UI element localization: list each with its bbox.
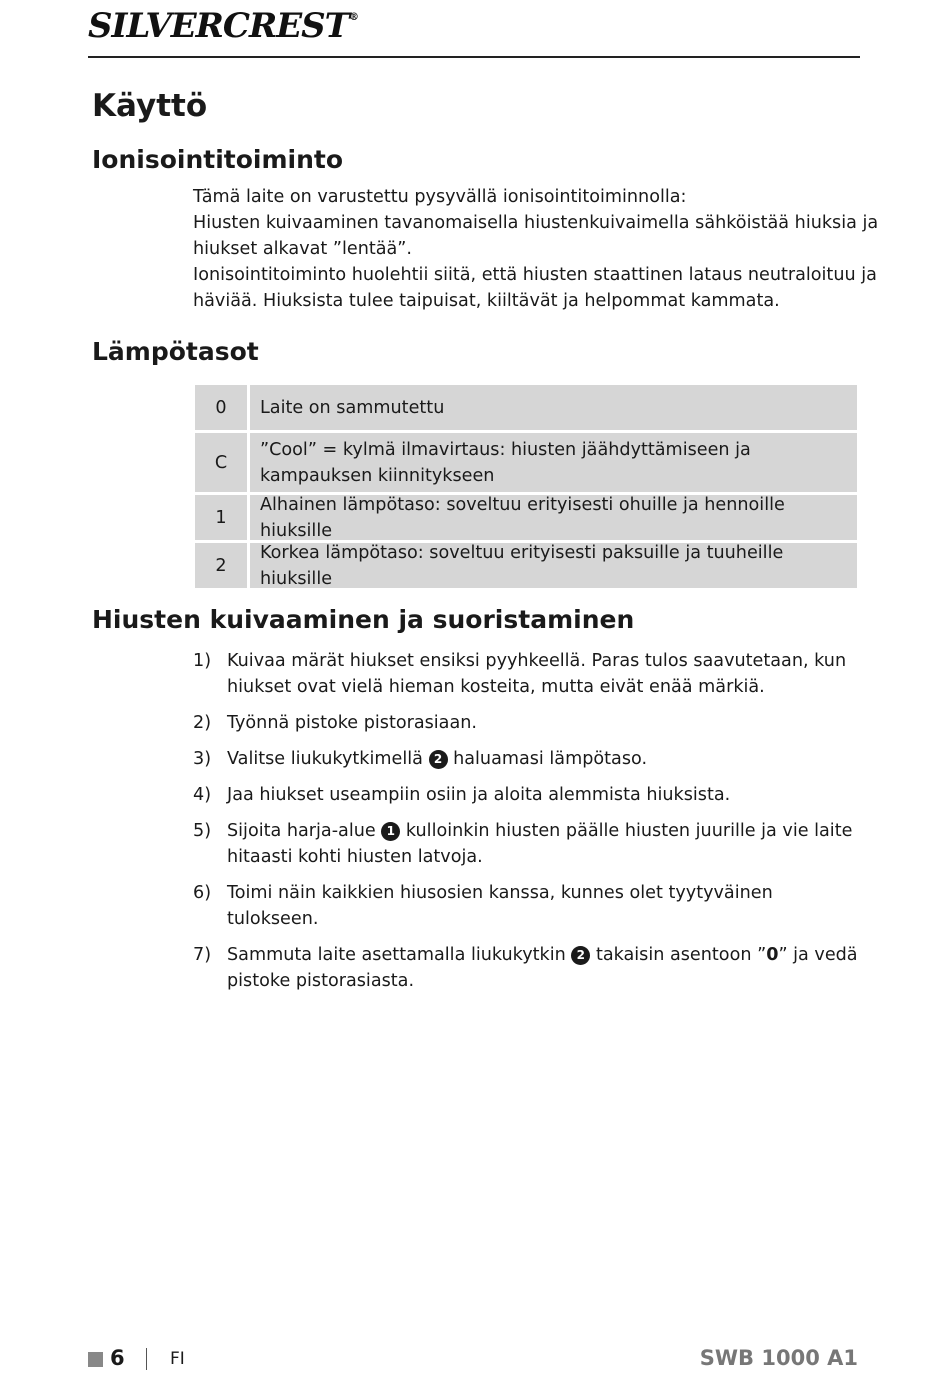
- step-number: 5): [193, 821, 212, 841]
- footer-divider: [146, 1348, 147, 1370]
- page-number: 6: [110, 1346, 125, 1370]
- step-text: Sijoita harja-alue 1 kulloinkin hiusten päälle hiusten juurille ja vie laite hitaasti kohti hiusten latvoja.: [227, 821, 853, 867]
- level-key: 2: [195, 543, 247, 588]
- footer-square-icon: [88, 1352, 103, 1367]
- table-row: [195, 495, 857, 540]
- drying-steps: [193, 648, 863, 1004]
- table-row: [195, 385, 857, 430]
- step-text: Jaa hiukset useampiin osiin ja aloita alemmista hiuksista.: [227, 785, 731, 805]
- level-description: Laite on sammutettu: [250, 385, 857, 430]
- table-row: [195, 433, 857, 492]
- ionization-line: Tämä laite on varustettu pysyvällä ionisointitoiminnolla:: [193, 187, 687, 207]
- step-text: Toimi näin kaikkien hiusosien kanssa, kunnes olet tyytyväinen tulokseen.: [227, 883, 773, 929]
- level-description: Korkea lämpötaso: soveltuu erityisesti paksuille ja tuuheille hiuksille: [250, 543, 857, 588]
- language-code: FI: [170, 1349, 185, 1369]
- header-rule: [88, 56, 860, 58]
- list-item: [193, 942, 863, 994]
- step-text: Valitse liukukytkimellä 2 haluamasi lämpötaso.: [227, 749, 648, 769]
- list-item: [193, 782, 863, 808]
- temperature-heading: Lämpötasot: [92, 337, 259, 366]
- section-title: Käyttö: [92, 88, 208, 124]
- brush-area-ref-icon: 1: [381, 822, 400, 841]
- ionization-line: häviää. Hiuksista tulee taipuisat, kiiltävät ja helpommat kammata.: [193, 291, 780, 311]
- step-number: 1): [193, 651, 212, 671]
- level-key: C: [195, 433, 247, 492]
- step-text: Työnnä pistoke pistorasiaan.: [227, 713, 477, 733]
- ionization-line: Hiusten kuivaaminen tavanomaisella hiustenkuivaimella sähköistää hiuksia ja: [193, 213, 879, 233]
- ionization-line: hiukset alkavat ”lentää”.: [193, 239, 413, 259]
- step-number: 2): [193, 713, 212, 733]
- ionization-line: Ionisointitoiminto huolehtii siitä, että hiusten staattinen lataus neutraloituu ja: [193, 265, 877, 285]
- model-number: SWB 1000 A1: [699, 1346, 858, 1370]
- slide-switch-ref-icon: 2: [571, 946, 590, 965]
- table-row: [195, 543, 857, 588]
- level-key: 1: [195, 495, 247, 540]
- step-text: Kuivaa märät hiukset ensiksi pyyhkeellä. Paras tulos saavutetaan, kun hiukset ovat vielä hieman kosteita, mutta eivät enää märkiä.: [227, 651, 847, 697]
- slide-switch-ref-icon: 2: [429, 750, 448, 769]
- level-description: ”Cool” = kylmä ilmavirtaus: hiusten jäähdyttämiseen ja kampauksen kiinnitykseen: [250, 433, 857, 492]
- step-number: 3): [193, 749, 212, 769]
- list-item: [193, 648, 863, 700]
- ionization-paragraph: [193, 184, 879, 314]
- brand-logo: SILVERCREST®: [88, 6, 358, 46]
- level-description: Alhainen lämpötaso: soveltuu erityisesti ohuille ja hennoille hiuksille: [250, 495, 857, 540]
- step-number: 7): [193, 945, 212, 965]
- temperature-table: [195, 385, 857, 591]
- list-item: [193, 710, 863, 736]
- list-item: [193, 880, 863, 932]
- step-number: 4): [193, 785, 212, 805]
- level-key: 0: [195, 385, 247, 430]
- list-item: [193, 746, 863, 772]
- ionization-heading: Ionisointitoiminto: [92, 145, 344, 174]
- page-footer: [88, 1346, 860, 1374]
- list-item: [193, 818, 863, 870]
- step-number: 6): [193, 883, 212, 903]
- step-text: Sammuta laite asettamalla liukukytkin 2 takaisin asentoon ”0” ja vedä pistoke pistorasiasta.: [227, 945, 858, 991]
- drying-heading: Hiusten kuivaaminen ja suoristaminen: [92, 605, 635, 634]
